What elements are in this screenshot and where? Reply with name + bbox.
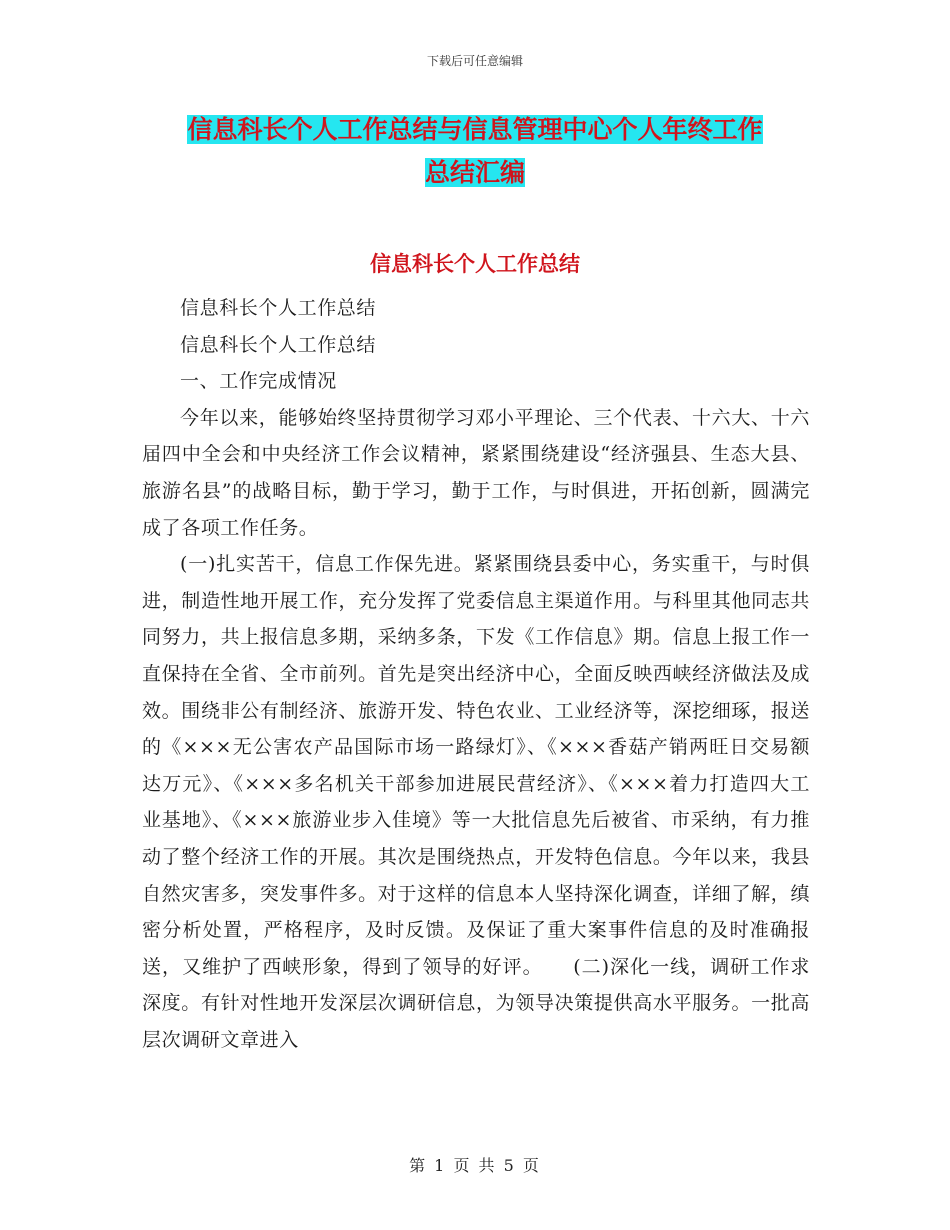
header-note: 下载后可任意编辑 <box>426 54 523 68</box>
paragraph: (一)扎实苦干，信息工作保先进。紧紧围绕县委中心，务实重干，与时俱进，制造性地开展工作，充分发挥了党委信息主渠道作用。与科里其他同志共同努力，共上报信息多期，采纳多条，下发《工作信息》期。信息上报工作一直保持在全省、全市前列。首先是突出经济中心，全面反映西峡经济做法及成效。围绕非公有制经济、旅游开发、特色农业、工业经济等，深挖细琢，报送的《×××无公害农产品国际市场一路绿灯》、《×××香菇产销两旺日交易额达万元》、《×××多名机关干部参加进展民营经济》、《×××着力打造四大工业基地》、《×××旅游业步入佳境》等一大批信息先后被省、市采纳，有力推动了整个经济工作的开展。其次是围绕热点，开发特色信息。今年以来，我县自然灾害多，突发事件多。对于这样的信息本人坚持深化调查，详细了解，缜密分析处置，严格程序，及时反馈。及保证了重大案事件信息的及时准确报送，又维护了西峡形象，得到了领导的好评。 (二)深化一线，调研工作求深度。有针对性地开发深层次调研信息，为领导决策提供高水平服务。一批高层次调研文章进入 <box>142 553 810 1051</box>
document-body <box>142 290 810 1058</box>
paragraph: 今年以来，能够始终坚持贯彻学习邓小平理论、三个代表、十六大、十六届四中全会和中央经济工作会议精神，紧紧围绕建设“经济强县、生态大县、旅游名县”的战略目标，勤于学习，勤于工作，与时俱进，开拓创新，圆满完成了各项工作任务。 <box>142 406 810 539</box>
document-title-line2: 总结汇编 <box>424 158 525 187</box>
document-title <box>140 108 810 194</box>
section-title: 信息科长个人工作总结 <box>370 252 580 276</box>
paragraph: 信息科长个人工作总结 <box>180 297 377 319</box>
paragraph: 信息科长个人工作总结 <box>180 333 377 356</box>
page-footer: 第 1 页 共 5 页 <box>409 1156 541 1175</box>
document-title-line1: 信息科长个人工作总结与信息管理中心个人年终工作 <box>187 115 763 144</box>
paragraph: 一、工作完成情况 <box>180 370 337 393</box>
